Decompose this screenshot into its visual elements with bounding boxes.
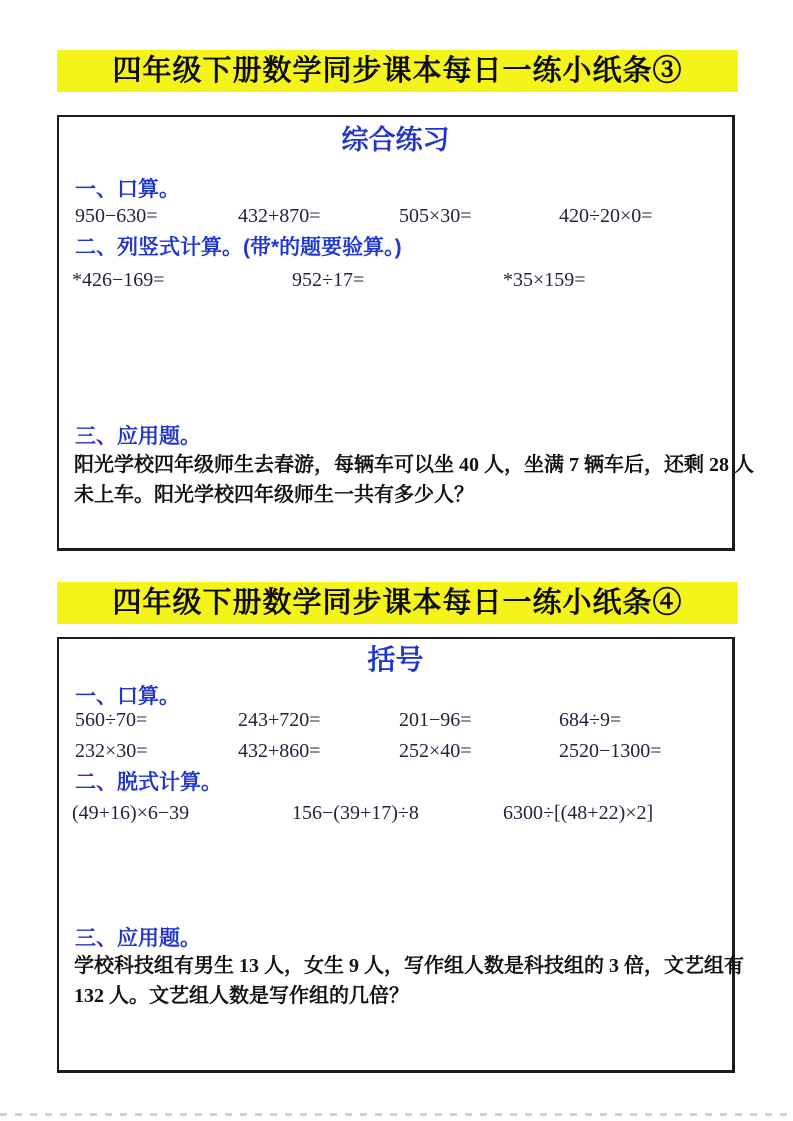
word-problem-line: 阳光学校四年级师生去春游，每辆车可以坐 40 人，坐满 7 辆车后，还剩 28 人 xyxy=(74,454,754,476)
sheet3-section3-heading: 三、应用题。 xyxy=(75,425,201,448)
math-problem: 232×30= xyxy=(75,740,148,762)
sheet3-section1-heading: 一、口算。 xyxy=(75,178,180,201)
math-problem: (49+16)×6−39 xyxy=(72,802,190,824)
math-problem: 156−(39+17)÷8 xyxy=(292,802,419,824)
math-problem: *35×159= xyxy=(503,269,586,291)
sheet3-box xyxy=(57,115,754,551)
math-problem: 420÷20×0= xyxy=(559,205,653,227)
math-problem: 243+720= xyxy=(238,709,321,731)
math-problem: 684÷9= xyxy=(559,709,622,731)
word-problem-line: 未上车。阳光学校四年级师生一共有多少人？ xyxy=(74,484,474,506)
math-problem: 505×30= xyxy=(399,205,472,227)
sheet4-box xyxy=(57,637,744,1073)
sheet3-vertical-problems-row xyxy=(59,268,732,292)
math-problem: 432+860= xyxy=(238,740,321,762)
math-problem: 560÷70= xyxy=(75,709,148,731)
math-problem: 2520−1300= xyxy=(559,740,662,762)
sheet3-word-problem xyxy=(74,450,754,510)
sheet3-banner: 四年级下册数学同步课本每日一练小纸条③ xyxy=(57,50,738,92)
math-problem: 201−96= xyxy=(399,709,472,731)
sheet3-title: 综合练习 xyxy=(341,125,450,155)
math-problem: *426−169= xyxy=(72,269,165,291)
sheet4-title: 括号 xyxy=(367,644,424,675)
math-problem: 252×40= xyxy=(399,740,472,762)
word-problem-line: 132 人。文艺组人数是写作组的几倍？ xyxy=(74,985,409,1007)
sheet4-banner: 四年级下册数学同步课本每日一练小纸条④ xyxy=(57,582,738,624)
math-problem: 6300÷[(48+22)×2] xyxy=(503,802,654,824)
sheet4-stepwise-problems-row xyxy=(59,801,732,825)
sheet4-oral-problems-row1 xyxy=(59,708,732,732)
sheet4-word-problem xyxy=(74,951,744,1011)
math-problem: 952÷17= xyxy=(292,269,365,291)
sheet3-oral-problems-row xyxy=(59,204,732,228)
word-problem-line: 学校科技组有男生 13 人，女生 9 人，写作组人数是科技组的 3 倍，文艺组有 xyxy=(74,955,744,977)
sheet4-oral-problems-row2 xyxy=(59,739,732,763)
sheet4-section3-heading: 三、应用题。 xyxy=(75,927,201,950)
sheet3-section2-heading: 二、列竖式计算。(带*的题要验算。) xyxy=(75,236,402,259)
page-bottom-cut-line xyxy=(0,1113,793,1116)
math-problem: 432+870= xyxy=(238,205,321,227)
math-problem: 950−630= xyxy=(75,205,158,227)
sheet4-section2-heading: 二、脱式计算。 xyxy=(75,771,222,794)
sheet4-section1-heading: 一、口算。 xyxy=(75,685,180,708)
